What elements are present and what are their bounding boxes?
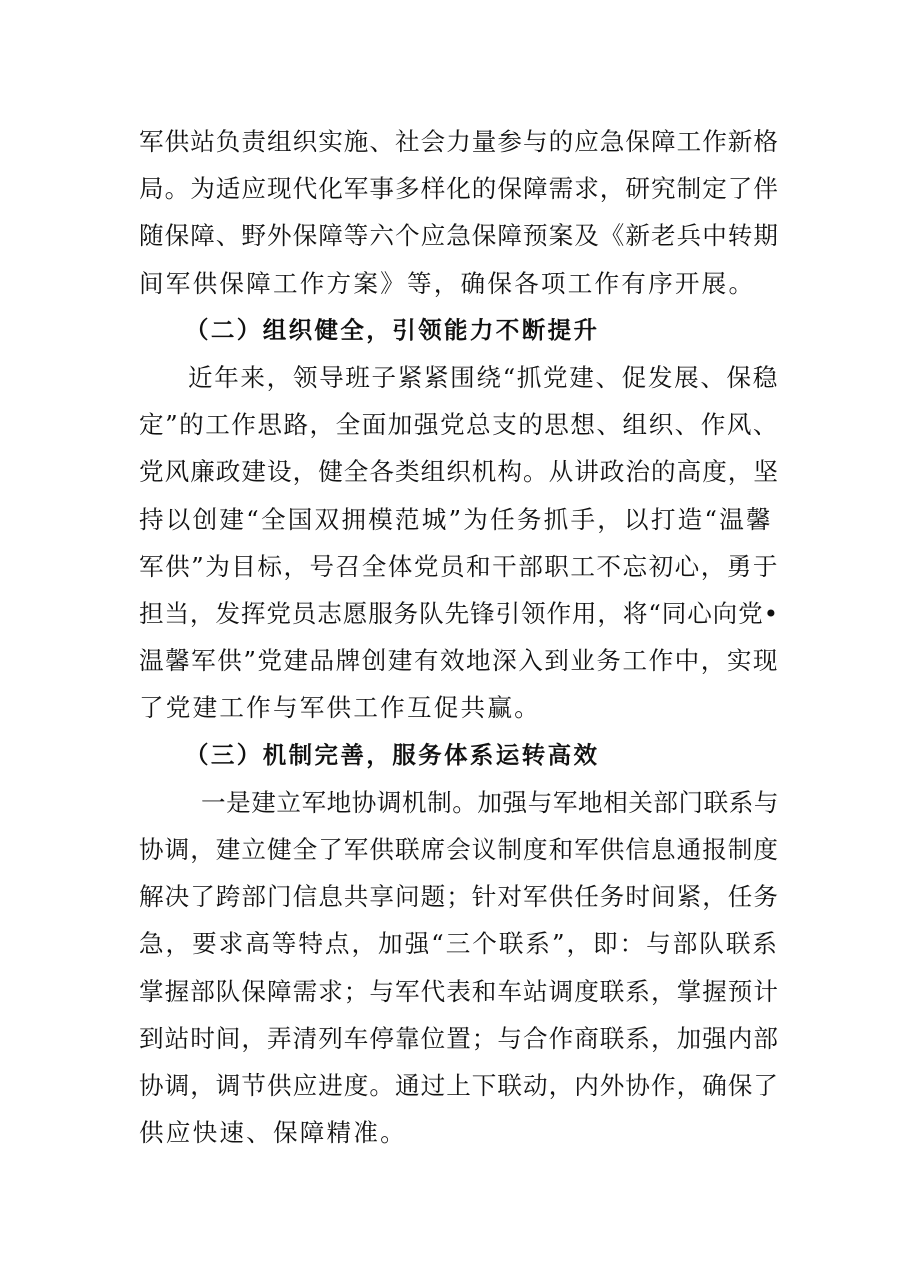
paragraph-continued [139, 118, 779, 307]
paragraph-mechanism [139, 779, 779, 1157]
text-line: 间军供保障工作方案》等，确保各项工作有序开展。 [139, 268, 756, 298]
section-heading-2: （二）组织健全，引领能力不断提升 [185, 315, 600, 344]
text-line: 一是建立军地协调机制。加强与军地相关部门联系与 [201, 787, 779, 817]
text-line: 了党建工作与军供工作互促共赢。 [139, 693, 541, 723]
text-line: 军供站负责组织实施、社会力量参与的应急保障工作新格 [139, 127, 779, 156]
text-line: 近年来，领导班子紧紧围绕“抓党建、促发展、保稳 [188, 363, 779, 393]
text-line: 到站时间，弄清列车停靠位置；与合作商联系，加强内部 [139, 1023, 779, 1053]
text-line: 随保障、野外保障等六个应急保障预案及《新老兵中转期 [139, 221, 779, 251]
text-line: 掌握部队保障需求；与军代表和车站调度联系，掌握预计 [139, 976, 779, 1006]
text-line: 急，要求高等特点，加强“三个联系”，即：与部队联系 [139, 929, 779, 959]
text-line: 持以创建“全国双拥模范城”为任务抓手，以打造“温馨 [139, 504, 773, 534]
text-line: 协调，调节供应进度。通过上下联动，内外协作，确保了 [139, 1071, 779, 1101]
text-line: 定”的工作思路，全面加强党总支的思想、组织、作风、 [139, 410, 779, 440]
text-line: 党风廉政建设，健全各类组织机构。从讲政治的高度，坚 [139, 457, 779, 487]
text-line: 协调，建立健全了军供联席会议制度和军供信息通报制度 [139, 835, 779, 865]
document-body [139, 118, 779, 1156]
text-line: 温馨军供”党建品牌创建有效地深入到业务工作中，实现 [139, 646, 779, 676]
text-line: 担当，发挥党员志愿服务队先锋引领作用，将“同心向党• [139, 599, 779, 629]
text-line: 解决了跨部门信息共享问题；针对军供任务时间紧，任务 [139, 882, 779, 912]
section-heading-3: （三）机制完善，服务体系运转高效 [185, 740, 600, 769]
text-line: 供应快速、保障精准。 [139, 1118, 407, 1148]
text-line: 局。为适应现代化军事多样化的保障需求，研究制定了伴 [139, 174, 779, 204]
paragraph-organization [139, 354, 779, 732]
text-line: 军供”为目标，号召全体党员和干部职工不忘初心，勇于 [139, 551, 779, 581]
